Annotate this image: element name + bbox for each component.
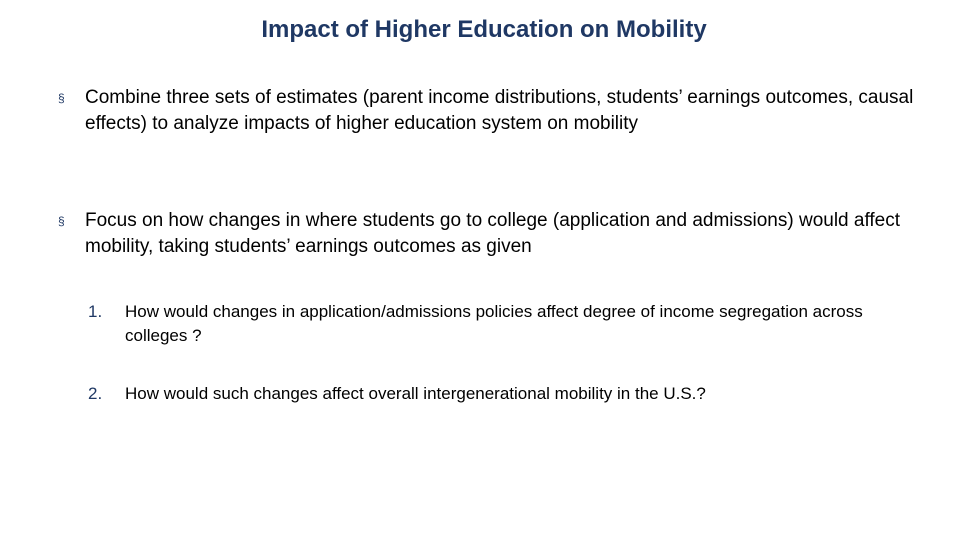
- slide-title: Impact of Higher Education on Mobility: [261, 16, 707, 43]
- item-text: How would such changes affect overall intergenerational mobility in the U.S.?: [125, 384, 706, 403]
- item-number: 2.: [88, 384, 103, 403]
- bullet-marker-icon: §: [58, 214, 65, 228]
- bullet-text: Focus on how changes in where students go to college (application and admissions) would affect mobility, taking students’ earnings outcomes as given: [85, 210, 901, 257]
- bullet-item: [58, 208, 938, 260]
- bullet-text: Combine three sets of estimates (parent income distributions, students’ earnings outcomes, causal effects) to analyze impacts of higher education system on mobility: [85, 87, 914, 134]
- item-text: How would changes in application/admissions policies affect degree of income segregation across colleges ?: [125, 302, 863, 345]
- item-number: 1.: [88, 302, 103, 321]
- bullet-marker-icon: §: [58, 91, 65, 105]
- numbered-item: [88, 300, 888, 348]
- numbered-item: [88, 382, 888, 406]
- bullet-item: [58, 85, 938, 137]
